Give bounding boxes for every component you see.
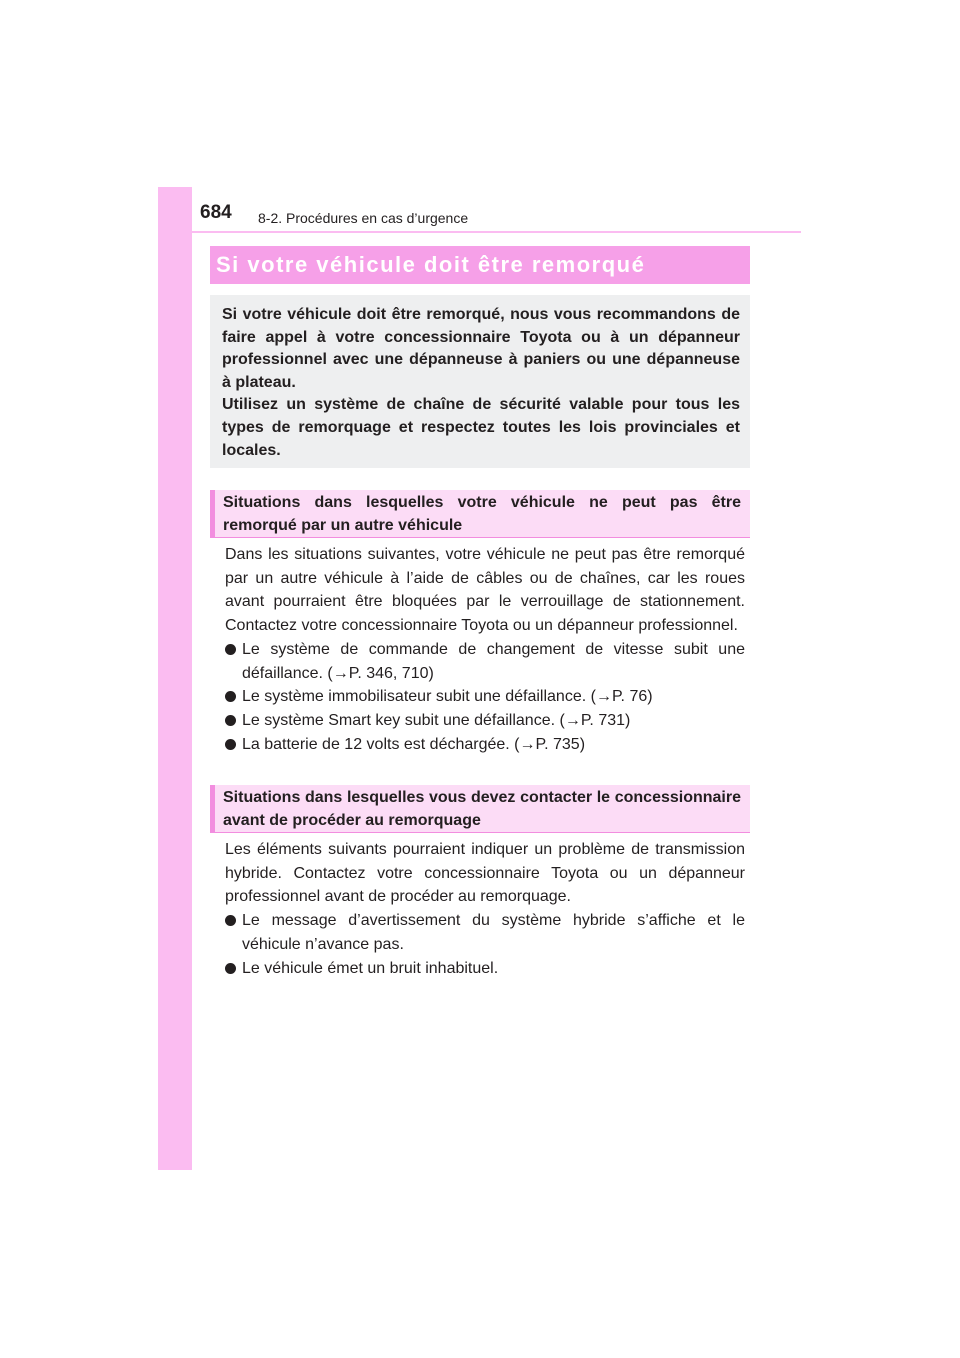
page-number: 684 [200, 202, 232, 223]
header-rule [192, 231, 801, 233]
section2-paragraph: Les éléments suivants pourraient indiquer un problème de transmission hybride. Contactez votre concessionnaire Toyota ou un dépanneur professionnel avant de procéder au remorquage. [225, 841, 745, 906]
list-item [225, 709, 745, 733]
intro-paragraph-2: Utilisez un système de chaîne de sécurité valable pour tous les types de remorquage et respectez toutes les lois provinciales et locales. [222, 396, 740, 459]
list-item [225, 638, 745, 685]
intro-box [210, 295, 750, 468]
bullet-dot-icon [225, 915, 236, 926]
list-item-text: La batterie de 12 volts est déchargée. (→P. 735) [242, 735, 586, 753]
section2-heading-box [210, 785, 750, 833]
section1-heading-box [210, 490, 750, 538]
bullet-dot-icon [225, 739, 236, 750]
list-item [225, 957, 745, 981]
bullet-dot-icon [225, 715, 236, 726]
section1-paragraph: Dans les situations suivantes, votre véhicule ne peut pas être remorqué par un autre véhicule à l’aide de câbles ou de chaînes, car les roues avant pourraient être bloquées par le verrouillage de stationnement. Contactez votre concessionnaire Toyota ou un dépanneur professionnel. [225, 546, 745, 635]
bullet-dot-icon [225, 691, 236, 702]
section-label: 8-2. Procédures en cas d’urgence [258, 210, 469, 226]
title-bar [210, 246, 750, 284]
intro-paragraph-1: Si votre véhicule doit être remorqué, nous vous recommandons de faire appel à votre concessionnaire Toyota ou à un dépanneur professionnel avec une dépanneuse à paniers ou une dépanneuse à plateau. [222, 306, 740, 391]
list-item [225, 685, 745, 709]
section1-body [225, 543, 745, 756]
list-item-text: Le véhicule émet un bruit inhabituel. [242, 959, 499, 977]
list-item-text: Le système de commande de changement de vitesse subit une défaillance. (→P. 346, 710) [242, 640, 745, 682]
bullet-dot-icon [225, 644, 236, 655]
section1-heading: Situations dans lesquelles votre véhicule ne peut pas être remorqué par un autre véhicule [223, 494, 741, 534]
bullet-dot-icon [225, 963, 236, 974]
section2-body [225, 838, 745, 980]
list-item-text: Le message d’avertissement du système hybride s’affiche et le véhicule n’avance pas. [242, 912, 745, 953]
section2-heading: Situations dans lesquelles vous devez contacter le concessionnaire avant de procéder au remorquage [223, 789, 741, 829]
page-title: Si votre véhicule doit être remorqué [216, 252, 646, 277]
list-item-text: Le système immobilisateur subit une défaillance. (→P. 76) [242, 688, 653, 706]
list-item [225, 733, 745, 757]
side-color-band [158, 187, 192, 1170]
list-item [225, 909, 745, 956]
list-item-text: Le système Smart key subit une défaillance. (→P. 731) [242, 711, 631, 729]
